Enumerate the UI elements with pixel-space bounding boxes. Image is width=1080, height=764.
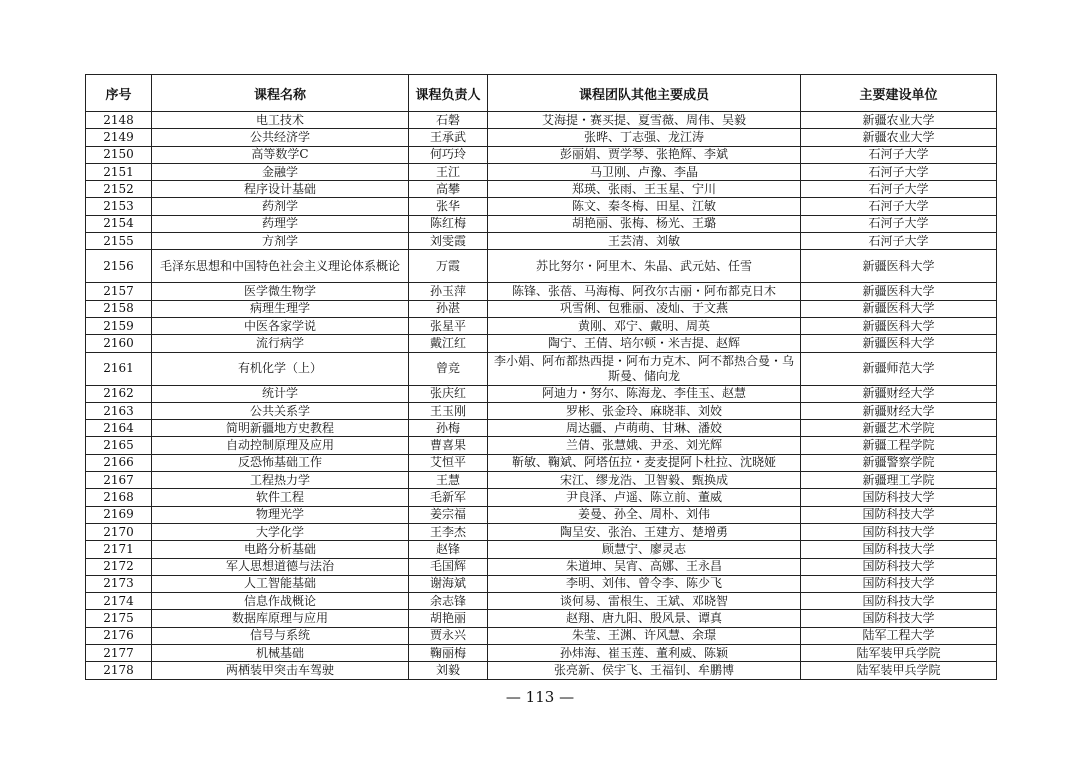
header-institution: 主要建设单位 xyxy=(801,75,997,112)
cell-team-members: 巩雪俐、包雅丽、凌灿、于文燕 xyxy=(488,300,801,317)
cell-course-name: 方剂学 xyxy=(152,233,409,250)
cell-seq: 2149 xyxy=(86,129,152,146)
cell-course-lead: 王慧 xyxy=(409,472,488,489)
cell-institution: 石河子大学 xyxy=(801,181,997,198)
cell-seq: 2166 xyxy=(86,454,152,471)
table-row xyxy=(86,627,997,644)
cell-course-lead: 张庆红 xyxy=(409,385,488,402)
cell-institution: 新疆医科大学 xyxy=(801,250,997,283)
cell-course-lead: 何巧玲 xyxy=(409,146,488,163)
cell-course-lead: 孙梅 xyxy=(409,420,488,437)
cell-seq: 2167 xyxy=(86,472,152,489)
cell-team-members: 阿迪力・努尔、陈海龙、李佳玉、赵慧 xyxy=(488,385,801,402)
table-row xyxy=(86,454,997,471)
table-row xyxy=(86,593,997,610)
cell-institution: 新疆农业大学 xyxy=(801,112,997,129)
cell-course-lead: 万霞 xyxy=(409,250,488,283)
cell-course-lead: 胡艳丽 xyxy=(409,610,488,627)
cell-seq: 2162 xyxy=(86,385,152,402)
cell-course-lead: 赵锋 xyxy=(409,541,488,558)
cell-institution: 石河子大学 xyxy=(801,146,997,163)
cell-seq: 2157 xyxy=(86,283,152,300)
cell-seq: 2155 xyxy=(86,233,152,250)
cell-course-name: 大学化学 xyxy=(152,523,409,540)
cell-course-lead: 谢海斌 xyxy=(409,575,488,592)
table-row xyxy=(86,662,997,679)
cell-team-members: 靳敏、鞠斌、阿塔伍拉・麦麦提阿卜杜拉、沈晓娅 xyxy=(488,454,801,471)
cell-team-members: 尹良泽、卢遥、陈立前、董威 xyxy=(488,489,801,506)
cell-course-lead: 张华 xyxy=(409,198,488,215)
cell-seq: 2175 xyxy=(86,610,152,627)
cell-course-lead: 孙湛 xyxy=(409,300,488,317)
cell-course-name: 流行病学 xyxy=(152,335,409,352)
course-table xyxy=(85,74,997,680)
cell-course-name: 程序设计基础 xyxy=(152,181,409,198)
cell-course-name: 有机化学（上） xyxy=(152,352,409,385)
cell-team-members: 李小娟、阿布都热西提・阿布力克木、阿不都热合曼・乌斯曼、储向龙 xyxy=(488,352,801,385)
cell-institution: 国防科技大学 xyxy=(801,506,997,523)
cell-team-members: 赵翔、唐九阳、殷风景、谭真 xyxy=(488,610,801,627)
table-row xyxy=(86,317,997,334)
cell-team-members: 周达疆、卢萌萌、甘琳、潘姣 xyxy=(488,420,801,437)
cell-course-lead: 孙玉萍 xyxy=(409,283,488,300)
cell-team-members: 兰倩、张慧娥、尹丞、刘光辉 xyxy=(488,437,801,454)
cell-institution: 国防科技大学 xyxy=(801,541,997,558)
cell-seq: 2158 xyxy=(86,300,152,317)
cell-course-lead: 余志锋 xyxy=(409,593,488,610)
table-row xyxy=(86,112,997,129)
cell-institution: 国防科技大学 xyxy=(801,575,997,592)
cell-seq: 2159 xyxy=(86,317,152,334)
table-row xyxy=(86,437,997,454)
cell-team-members: 胡艳丽、张梅、杨光、王璐 xyxy=(488,215,801,232)
cell-institution: 石河子大学 xyxy=(801,163,997,180)
cell-team-members: 罗彬、张金玲、麻晓菲、刘姣 xyxy=(488,402,801,419)
cell-seq: 2160 xyxy=(86,335,152,352)
cell-course-name: 公共关系学 xyxy=(152,402,409,419)
cell-course-name: 信号与系统 xyxy=(152,627,409,644)
cell-team-members: 陶呈安、张治、王建方、楚增勇 xyxy=(488,523,801,540)
cell-seq: 2170 xyxy=(86,523,152,540)
cell-team-members: 艾海提・赛买提、夏雪薇、周伟、吴毅 xyxy=(488,112,801,129)
table-row xyxy=(86,129,997,146)
cell-course-name: 数据库原理与应用 xyxy=(152,610,409,627)
cell-course-lead: 戴江红 xyxy=(409,335,488,352)
cell-seq: 2148 xyxy=(86,112,152,129)
table-row xyxy=(86,489,997,506)
table-row xyxy=(86,523,997,540)
cell-institution: 新疆理工学院 xyxy=(801,472,997,489)
cell-team-members: 马卫刚、卢豫、李晶 xyxy=(488,163,801,180)
header-seq: 序号 xyxy=(86,75,152,112)
table-row xyxy=(86,335,997,352)
cell-team-members: 张亮新、侯宇飞、王福钊、牟鹏博 xyxy=(488,662,801,679)
cell-institution: 国防科技大学 xyxy=(801,489,997,506)
cell-team-members: 宋江、缪龙浩、卫智毅、甄换成 xyxy=(488,472,801,489)
cell-institution: 石河子大学 xyxy=(801,233,997,250)
cell-seq: 2150 xyxy=(86,146,152,163)
course-list-sheet xyxy=(85,74,996,680)
cell-seq: 2161 xyxy=(86,352,152,385)
cell-institution: 石河子大学 xyxy=(801,215,997,232)
cell-seq: 2163 xyxy=(86,402,152,419)
cell-course-lead: 陈红梅 xyxy=(409,215,488,232)
cell-team-members: 陈文、秦冬梅、田星、江敏 xyxy=(488,198,801,215)
cell-team-members: 朱莹、王渊、许风慧、余璟 xyxy=(488,627,801,644)
cell-seq: 2153 xyxy=(86,198,152,215)
table-row xyxy=(86,300,997,317)
cell-institution: 新疆农业大学 xyxy=(801,129,997,146)
cell-seq: 2168 xyxy=(86,489,152,506)
cell-course-name: 物理光学 xyxy=(152,506,409,523)
header-course-name: 课程名称 xyxy=(152,75,409,112)
table-row xyxy=(86,352,997,385)
cell-course-name: 毛泽东思想和中国特色社会主义理论体系概论 xyxy=(152,250,409,283)
table-row xyxy=(86,610,997,627)
cell-team-members: 陶宁、王倩、培尔顿・米吉提、赵辉 xyxy=(488,335,801,352)
cell-institution: 新疆财经大学 xyxy=(801,385,997,402)
cell-institution: 国防科技大学 xyxy=(801,523,997,540)
cell-institution: 陆军装甲兵学院 xyxy=(801,645,997,662)
table-row xyxy=(86,420,997,437)
header-course-lead: 课程负责人 xyxy=(409,75,488,112)
cell-course-lead: 毛国辉 xyxy=(409,558,488,575)
cell-course-name: 人工智能基础 xyxy=(152,575,409,592)
cell-team-members: 苏比努尔・阿里木、朱晶、武元姑、任雪 xyxy=(488,250,801,283)
cell-course-name: 自动控制原理及应用 xyxy=(152,437,409,454)
cell-seq: 2165 xyxy=(86,437,152,454)
cell-institution: 新疆艺术学院 xyxy=(801,420,997,437)
table-row xyxy=(86,541,997,558)
cell-course-lead: 艾恒平 xyxy=(409,454,488,471)
cell-course-lead: 王江 xyxy=(409,163,488,180)
cell-institution: 新疆医科大学 xyxy=(801,317,997,334)
cell-course-name: 机械基础 xyxy=(152,645,409,662)
cell-seq: 2176 xyxy=(86,627,152,644)
cell-seq: 2171 xyxy=(86,541,152,558)
cell-institution: 国防科技大学 xyxy=(801,593,997,610)
cell-course-name: 军人思想道德与法治 xyxy=(152,558,409,575)
cell-course-lead: 贾永兴 xyxy=(409,627,488,644)
cell-course-name: 信息作战概论 xyxy=(152,593,409,610)
cell-seq: 2174 xyxy=(86,593,152,610)
cell-course-name: 病理生理学 xyxy=(152,300,409,317)
cell-team-members: 朱道坤、吴宵、高娜、王永昌 xyxy=(488,558,801,575)
cell-team-members: 李明、刘伟、曾令李、陈少飞 xyxy=(488,575,801,592)
cell-course-name: 医学微生物学 xyxy=(152,283,409,300)
cell-seq: 2172 xyxy=(86,558,152,575)
cell-course-lead: 曹喜果 xyxy=(409,437,488,454)
table-row xyxy=(86,250,997,283)
cell-course-lead: 曾竞 xyxy=(409,352,488,385)
cell-institution: 新疆医科大学 xyxy=(801,300,997,317)
cell-team-members: 姜曼、孙全、周朴、刘伟 xyxy=(488,506,801,523)
cell-course-name: 公共经济学 xyxy=(152,129,409,146)
table-row xyxy=(86,645,997,662)
cell-institution: 新疆医科大学 xyxy=(801,335,997,352)
cell-course-lead: 毛新军 xyxy=(409,489,488,506)
table-row xyxy=(86,385,997,402)
cell-course-name: 电工技术 xyxy=(152,112,409,129)
cell-institution: 新疆工程学院 xyxy=(801,437,997,454)
cell-seq: 2169 xyxy=(86,506,152,523)
cell-course-lead: 刘雯霞 xyxy=(409,233,488,250)
table-row xyxy=(86,181,997,198)
table-row xyxy=(86,146,997,163)
table-row xyxy=(86,283,997,300)
cell-course-name: 高等数学C xyxy=(152,146,409,163)
cell-institution: 新疆师范大学 xyxy=(801,352,997,385)
cell-course-name: 电路分析基础 xyxy=(152,541,409,558)
cell-team-members: 顾慧宁、廖灵志 xyxy=(488,541,801,558)
cell-course-name: 简明新疆地方史教程 xyxy=(152,420,409,437)
cell-institution: 石河子大学 xyxy=(801,198,997,215)
cell-seq: 2164 xyxy=(86,420,152,437)
cell-course-name: 中医各家学说 xyxy=(152,317,409,334)
cell-course-lead: 张星平 xyxy=(409,317,488,334)
cell-course-name: 药剂学 xyxy=(152,198,409,215)
cell-institution: 新疆警察学院 xyxy=(801,454,997,471)
cell-team-members: 孙炜海、崔玉莲、董利威、陈颖 xyxy=(488,645,801,662)
cell-course-lead: 高攀 xyxy=(409,181,488,198)
cell-institution: 新疆财经大学 xyxy=(801,402,997,419)
table-row xyxy=(86,215,997,232)
table-body xyxy=(86,112,997,680)
table-row xyxy=(86,233,997,250)
cell-seq: 2151 xyxy=(86,163,152,180)
cell-team-members: 王芸清、刘敏 xyxy=(488,233,801,250)
cell-team-members: 张晔、丁志强、龙江涛 xyxy=(488,129,801,146)
cell-course-lead: 王李杰 xyxy=(409,523,488,540)
cell-seq: 2173 xyxy=(86,575,152,592)
cell-team-members: 郑瑛、张雨、王玉星、宁川 xyxy=(488,181,801,198)
cell-institution: 陆军装甲兵学院 xyxy=(801,662,997,679)
cell-course-lead: 刘毅 xyxy=(409,662,488,679)
cell-course-lead: 王承武 xyxy=(409,129,488,146)
table-row xyxy=(86,472,997,489)
cell-course-name: 两栖装甲突击车驾驶 xyxy=(152,662,409,679)
cell-team-members: 陈锋、张蓓、马海梅、阿孜尔古丽・阿布都克日木 xyxy=(488,283,801,300)
page-number: — 113 — xyxy=(505,688,575,706)
cell-course-name: 反恐怖基础工作 xyxy=(152,454,409,471)
cell-course-name: 统计学 xyxy=(152,385,409,402)
cell-course-lead: 石磐 xyxy=(409,112,488,129)
cell-team-members: 谈何易、雷根生、王斌、邓晓智 xyxy=(488,593,801,610)
header-team-members: 课程团队其他主要成员 xyxy=(488,75,801,112)
cell-team-members: 黄刚、邓宁、戴明、周英 xyxy=(488,317,801,334)
cell-course-lead: 姜宗福 xyxy=(409,506,488,523)
cell-seq: 2152 xyxy=(86,181,152,198)
cell-team-members: 彭丽娟、贾学琴、张艳辉、李斌 xyxy=(488,146,801,163)
cell-seq: 2154 xyxy=(86,215,152,232)
cell-course-lead: 鞠丽梅 xyxy=(409,645,488,662)
table-row xyxy=(86,163,997,180)
cell-course-lead: 王玉刚 xyxy=(409,402,488,419)
cell-institution: 新疆医科大学 xyxy=(801,283,997,300)
cell-course-name: 药理学 xyxy=(152,215,409,232)
cell-seq: 2177 xyxy=(86,645,152,662)
table-row xyxy=(86,558,997,575)
table-row xyxy=(86,402,997,419)
table-row xyxy=(86,506,997,523)
table-row xyxy=(86,575,997,592)
cell-institution: 国防科技大学 xyxy=(801,558,997,575)
cell-course-name: 金融学 xyxy=(152,163,409,180)
cell-course-name: 工程热力学 xyxy=(152,472,409,489)
cell-course-name: 软件工程 xyxy=(152,489,409,506)
table-header-row xyxy=(86,75,997,112)
cell-institution: 国防科技大学 xyxy=(801,610,997,627)
cell-seq: 2156 xyxy=(86,250,152,283)
cell-institution: 陆军工程大学 xyxy=(801,627,997,644)
cell-seq: 2178 xyxy=(86,662,152,679)
table-row xyxy=(86,198,997,215)
